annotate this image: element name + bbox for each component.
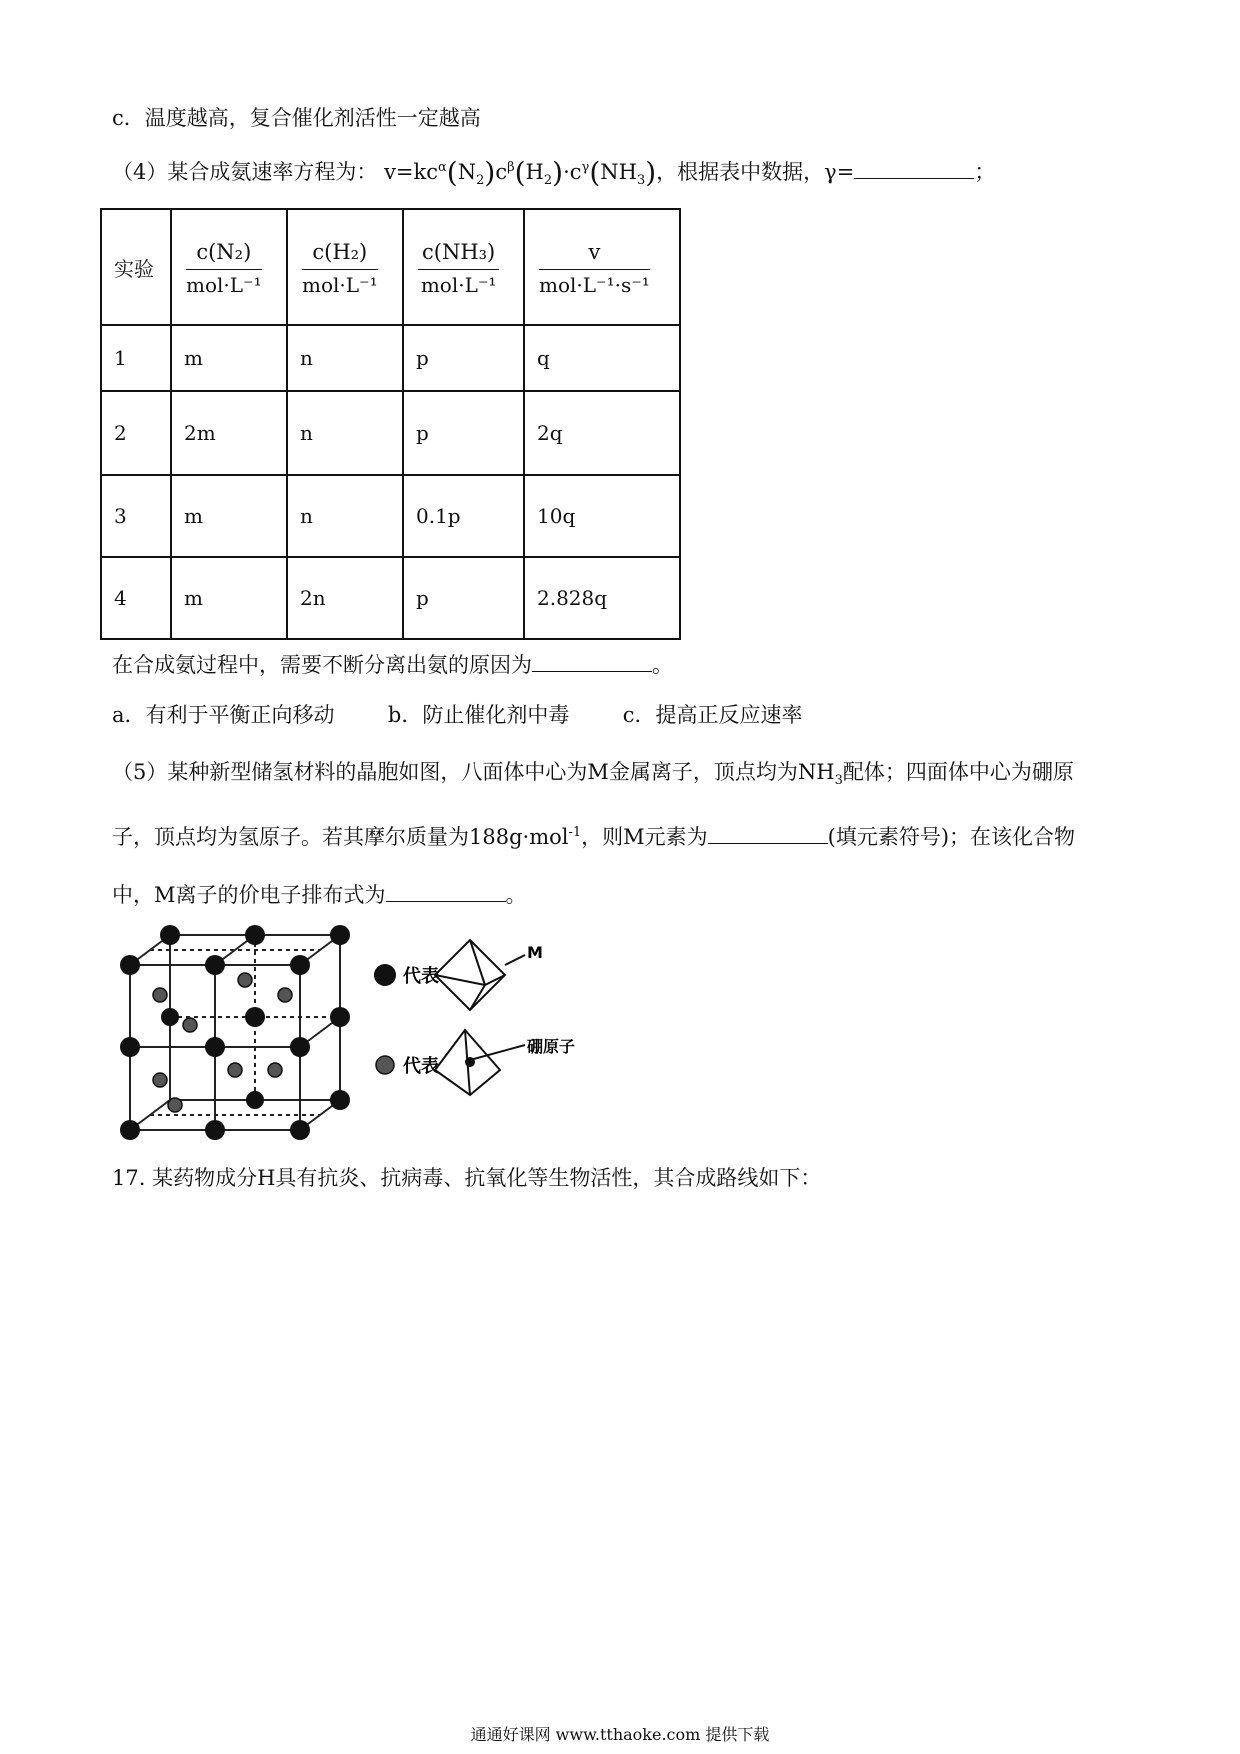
answer-blank-reason[interactable] xyxy=(532,651,652,672)
table-header-row xyxy=(101,209,680,325)
small-sphere-legend-icon xyxy=(376,1056,394,1074)
label-boron: 硼原子 xyxy=(527,1037,576,1056)
header-v: $\frac{v}{\text{mol·L⁻¹·s⁻¹}}$ xyxy=(539,235,650,300)
crystal-cell-diagram xyxy=(115,920,635,1140)
question-5-line-2: 子，顶点均为氢原子。若其摩尔质量为188g·mol$^{-1}$，则M元素为 (填元素符号)；在该化合物 xyxy=(112,825,1076,849)
tetrahedron-icon xyxy=(435,1030,525,1095)
large-sphere-legend-icon xyxy=(374,964,396,986)
answer-blank-gamma[interactable] xyxy=(854,158,974,179)
header-c-n2: $\frac{\text{c(N₂)}}{\text{mol·L⁻¹}}$ xyxy=(186,235,262,300)
option-c: c．温度越高，复合催化剂活性一定越高 xyxy=(112,106,481,130)
table-row: 3 m n 0.1p 10q xyxy=(101,475,680,557)
legend-large-label: 代表 xyxy=(403,966,439,987)
header-c-nh3: $\frac{\text{c(NH₃)}}{\text{mol·L⁻¹}}$ xyxy=(418,235,499,300)
question-4: （4）某合成氨速率方程为： $v=kc^\alpha(N_2)c^\beta(H_2)\cdot c^\gamma(NH_3)$，根据表中数据，γ= ； xyxy=(112,156,996,189)
ammonia-separation-question: 在合成氨过程中，需要不断分离出氨的原因为 。 xyxy=(112,653,673,677)
answer-blank-element[interactable] xyxy=(708,823,828,844)
legend-small-label: 代表 xyxy=(403,1056,439,1077)
header-c-h2: $\frac{\text{c(H₂)}}{\text{mol·L⁻¹}}$ xyxy=(302,235,378,300)
rate-equation: $v=kc^\alpha(N_2)c^\beta(H_2)\cdot c^\gamma(NH_3)$ xyxy=(384,156,657,189)
label-m: M xyxy=(527,943,543,962)
table-row: 4 m 2n p 2.828q xyxy=(101,557,680,639)
page-footer: 通通好课网 www.tthaoke.com 提供下载 xyxy=(470,1725,770,1744)
octahedron-icon xyxy=(435,940,525,1010)
table-row: 1 m n p q xyxy=(101,325,680,391)
choices-row: a．有利于平衡正向移动 b．防止催化剂中毒 c．提高正反应速率 xyxy=(112,703,803,727)
question-5-line-3: 中，M离子的价电子排布式为 。 xyxy=(112,883,527,907)
answer-blank-electron-config[interactable] xyxy=(386,881,506,902)
table-row: 2 2m n p 2q xyxy=(101,391,680,475)
crystal-cell-figure xyxy=(115,920,635,1144)
rate-data-table xyxy=(100,208,681,640)
header-experiment: 实验 xyxy=(101,209,171,325)
question-5-line-1: （5）某种新型储氢材料的晶胞如图，八面体中心为M金属离子，顶点均为$NH_3$配体；四面体中心为硼原 xyxy=(112,760,1074,789)
question-17: 17. 某药物成分H具有抗炎、抗病毒、抗氧化等生物活性，其合成路线如下： xyxy=(112,1166,822,1190)
